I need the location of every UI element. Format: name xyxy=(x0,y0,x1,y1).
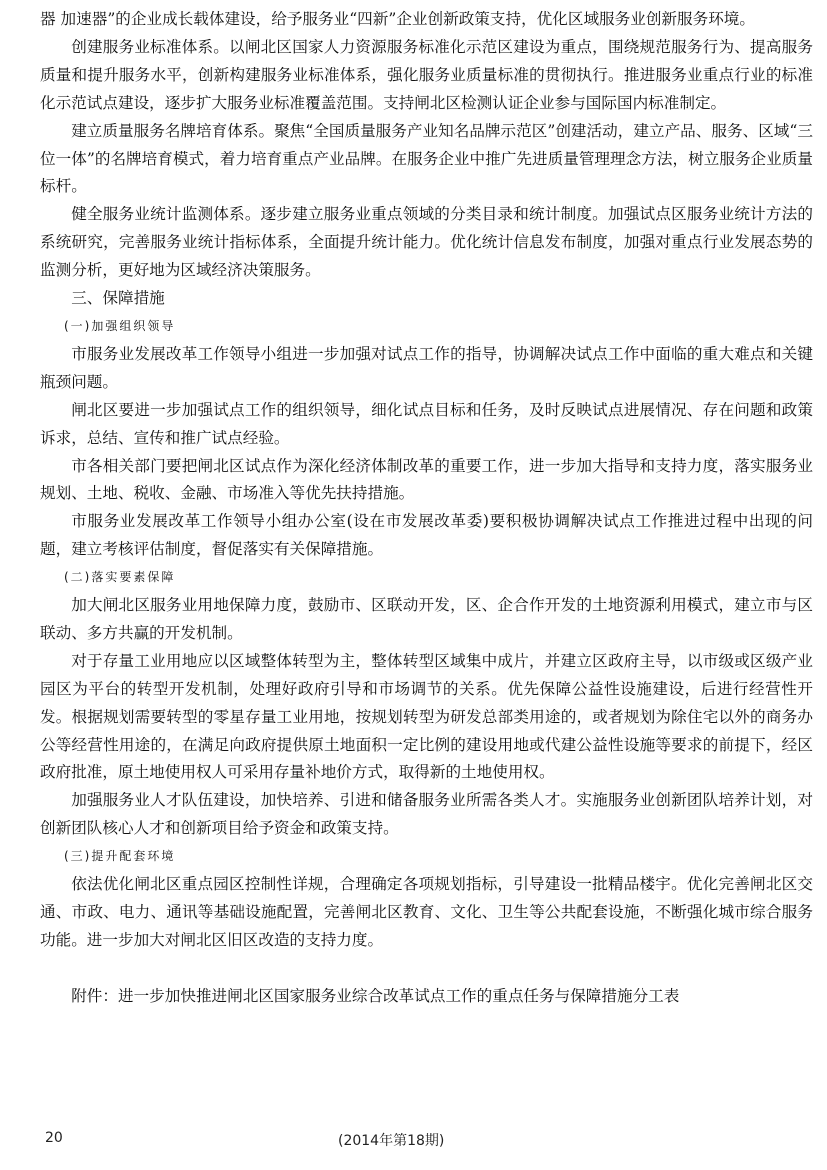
page-number: 20 xyxy=(45,1130,63,1146)
paragraph-industrial-land: 对于存量工业用地应以区域整体转型为主，整体转型区域集中成片，并建立区政府主导，以市级或区级产业园区为平台的转型开发机制，处理好政府引导和市场调节的关系。优先保障公益性设施建设，后进行经营性开发。根据规划需要转型的零星存量工业用地，按规划转型为研发总部类用途的，或者规划为除住宅以外的商务办公等经营性用途的，在满足向政府提供原土地面积一定比例的建设用地或代建公益性设施等要求的前提下，经区政府批准，原土地使用权人可采用存量补地价方式，取得新的土地使用权。 xyxy=(40,651,813,782)
paragraph-departments-support: 市各相关部门要把闸北区试点作为深化经济体制改革的重要工作，进一步加大指导和支持力度，落实服务业规划、土地、税收、金融、市场准入等优先扶持措施。 xyxy=(40,456,813,503)
subsection-heading-resources: (二)落实要素保障 xyxy=(64,570,176,585)
issue-label: (2014年第18期) xyxy=(338,1133,445,1149)
paragraph-talent: 加强服务业人才队伍建设，加快培养、引进和储备服务业所需各类人才。实施服务业创新团队培养计划，对创新团队核心人才和创新项目给予资金和政策支持。 xyxy=(40,791,813,838)
document-body xyxy=(40,6,813,1011)
paragraph-office-coordination: 市服务业发展改革工作领导小组办公室(设在市发展改革委)要积极协调解决试点工作推进过程中出现的问题，建立考核评估制度，督促落实有关保障措施。 xyxy=(40,512,813,559)
paragraph-infrastructure: 依法优化闸北区重点园区控制性详规，合理确定各项规划指标，引导建设一批精品楼宇。优化完善闸北区交通、市政、电力、通讯等基础设施配置，完善闸北区教育、文化、卫生等公共配套设施，不断强化城市综合服务功能。进一步加大对闸北区旧区改造的支持力度。 xyxy=(40,875,813,949)
paragraph-quality-brand: 建立质量服务名牌培育体系。聚焦“全国质量服务产业知名品牌示范区”创建活动，建立产品、服务、区域“三位一体”的名牌培育模式，着力培育重点产业品牌。在服务企业中推广先进质量管理理念方法，树立服务企业质量标杆。 xyxy=(40,121,813,196)
paragraph-continued: 器 加速器”的企业成长载体建设，给予服务业“四新”企业创新政策支持，优化区域服务业创新服务环境。 xyxy=(40,10,755,28)
paragraph-service-standards: 创建服务业标准体系。以闸北区国家人力资源服务标准化示范区建设为重点，围绕规范服务行为、提高服务质量和提升服务水平，创新构建服务业标准体系，强化服务业质量标准的贯彻执行。推进服务业重点行业的标准化示范试点建设，逐步扩大服务业标准覆盖范围。支持闸北区检测认证企业参与国际国内标准制定。 xyxy=(40,37,813,112)
subsection-heading-environment: (三)提升配套环境 xyxy=(64,849,176,864)
subsection-heading-organization: (一)加强组织领导 xyxy=(64,318,176,333)
attachment-note: 附件：进一步加快推进闸北区国家服务业综合改革试点工作的重点任务与保障措施分工表 xyxy=(71,986,680,1005)
paragraph-statistics: 健全服务业统计监测体系。逐步建立服务业重点领域的分类目录和统计制度。加强试点区服务业统计方法的系统研究，完善服务业统计指标体系，全面提升统计能力。优化统计信息发布制度，加强对重点行业发展态势的监测分析，更好地为区域经济决策服务。 xyxy=(40,205,813,280)
spacer xyxy=(40,955,813,983)
paragraph-leadership-guidance: 市服务业发展改革工作领导小组进一步加强对试点工作的指导，协调解决试点工作中面临的重大难点和关键瓶颈问题。 xyxy=(40,344,813,391)
section-heading-safeguards: 三、保障措施 xyxy=(71,289,165,308)
paragraph-district-leadership: 闸北区要进一步加强试点工作的组织领导，细化试点目标和任务，及时反映试点进展情况、存在问题和政策诉求，总结、宣传和推广试点经验。 xyxy=(40,400,813,447)
paragraph-land-guarantee: 加大闸北区服务业用地保障力度，鼓励市、区联动开发，区、企合作开发的土地资源利用模式，建立市与区联动、多方共赢的开发机制。 xyxy=(40,596,813,642)
page-footer xyxy=(0,1130,827,1154)
